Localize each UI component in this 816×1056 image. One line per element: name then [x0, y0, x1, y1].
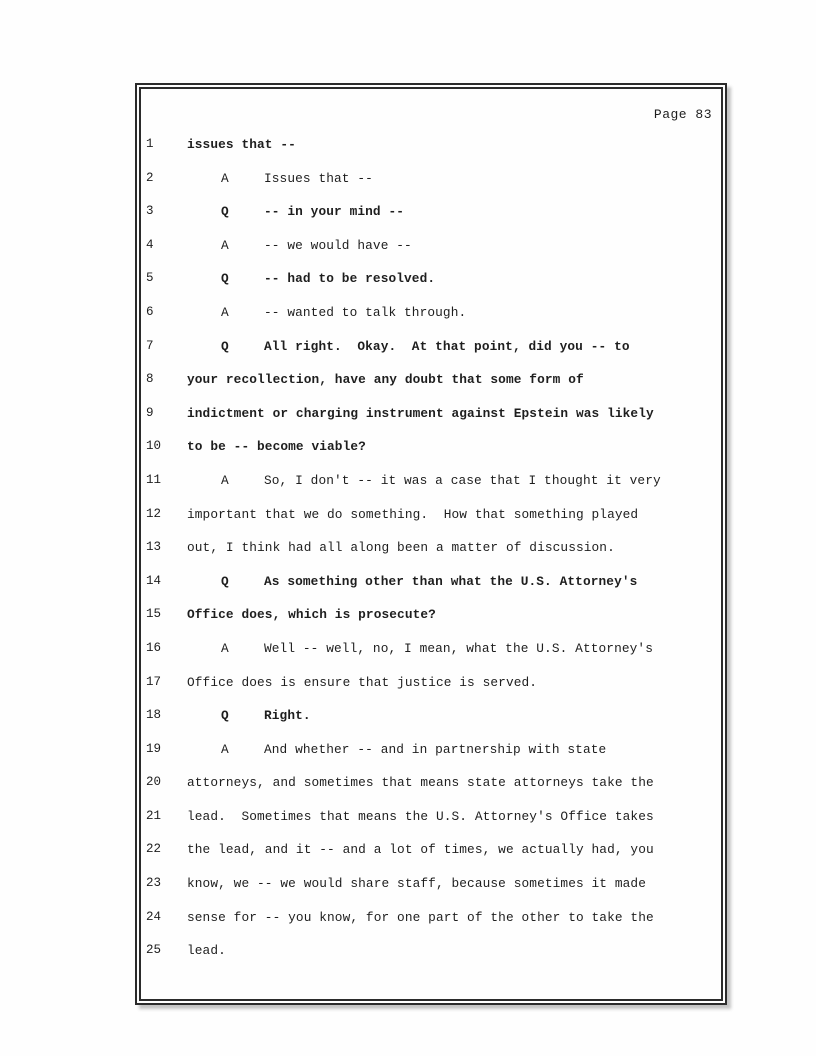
line-number: 19: [146, 741, 162, 756]
line-text: [187, 262, 435, 296]
line-number: 3: [146, 204, 154, 219]
transcript-line: [146, 666, 712, 700]
line-words: Right.: [264, 708, 311, 724]
transcript-line: [146, 498, 712, 532]
transcript-line: [146, 363, 712, 397]
line-number: 6: [146, 304, 154, 319]
page-frame: [135, 83, 727, 1005]
line-text: [187, 833, 654, 867]
line-number: 2: [146, 170, 154, 185]
transcript-line: [146, 565, 712, 599]
line-words: Issues that --: [264, 170, 373, 186]
line-text: [187, 800, 654, 834]
line-number: 25: [146, 943, 162, 958]
speaker-label: A: [221, 472, 229, 488]
page-content: [141, 89, 721, 968]
speaker-label: Q: [221, 338, 229, 354]
line-words: All right. Okay. At that point, did you -- to: [264, 338, 630, 354]
speaker-label: Q: [221, 204, 229, 220]
line-text: [187, 699, 311, 733]
speaker-label: Q: [221, 573, 229, 589]
line-words: -- wanted to talk through.: [264, 304, 467, 320]
line-text: [187, 229, 412, 263]
line-text: [187, 397, 654, 431]
line-text: [187, 531, 615, 565]
line-text: [187, 632, 653, 666]
line-words: As something other than what the U.S. Attorney's: [264, 573, 638, 589]
page-header: [146, 107, 712, 123]
transcript-line: [146, 464, 712, 498]
line-words: So, I don't -- it was a case that I thought it very: [264, 472, 661, 488]
transcript-line: [146, 833, 712, 867]
line-number: 13: [146, 540, 162, 555]
line-words: -- in your mind --: [264, 204, 405, 220]
line-words: know, we -- we would share staff, because sometimes it made: [187, 876, 646, 892]
line-words: issues that --: [187, 137, 296, 152]
transcript-line: [146, 262, 712, 296]
line-number: 11: [146, 472, 162, 487]
speaker-label: A: [221, 741, 229, 757]
line-text: [187, 733, 606, 767]
line-number: 14: [146, 573, 162, 588]
transcript-line: [146, 934, 712, 968]
speaker-label: A: [221, 237, 229, 253]
line-number: 8: [146, 372, 154, 387]
line-number: 18: [146, 708, 162, 723]
transcript-line: [146, 296, 712, 330]
line-text: [187, 934, 226, 968]
transcript-line: [146, 397, 712, 431]
line-words: sense for -- you know, for one part of the other to take the: [187, 909, 654, 925]
line-number: 10: [146, 439, 162, 454]
line-text: [187, 867, 646, 901]
line-words: Well -- well, no, I mean, what the U.S. Attorney's: [264, 640, 653, 656]
line-text: [187, 498, 638, 532]
line-text: [187, 598, 436, 632]
line-words: Office does, which is prosecute?: [187, 607, 436, 623]
line-number: 12: [146, 506, 162, 521]
line-number: 4: [146, 237, 154, 252]
line-number: 17: [146, 674, 162, 689]
transcript-line: [146, 632, 712, 666]
line-words: lead. Sometimes that means the U.S. Attorney's Office takes: [187, 808, 654, 824]
page-frame-inner: [139, 87, 723, 1001]
line-text: [187, 430, 366, 464]
line-text: [187, 363, 584, 397]
speaker-label: Q: [221, 708, 229, 724]
line-number: 20: [146, 775, 162, 790]
line-words: indictment or charging instrument against Epstein was likely: [187, 405, 654, 421]
speaker-label: Q: [221, 271, 229, 287]
line-text: [187, 666, 537, 700]
line-number: 23: [146, 876, 162, 891]
line-text: [187, 195, 404, 229]
line-number: 15: [146, 607, 162, 622]
line-words: the lead, and it -- and a lot of times, we actually had, you: [187, 842, 654, 858]
transcript-body: [146, 128, 712, 968]
transcript-line: [146, 733, 712, 767]
line-number: 22: [146, 842, 162, 857]
line-words: to be -- become viable?: [187, 439, 366, 455]
line-text: [187, 296, 466, 330]
transcript-line: [146, 531, 712, 565]
transcript-line: [146, 162, 712, 196]
line-text: [187, 766, 654, 800]
line-words: attorneys, and sometimes that means state attorneys take the: [187, 775, 654, 791]
line-number: 7: [146, 338, 154, 353]
line-text: [187, 330, 630, 364]
transcript-line: [146, 330, 712, 364]
speaker-label: A: [221, 304, 229, 320]
line-number: 5: [146, 271, 154, 286]
line-text: [187, 565, 637, 599]
line-text: [187, 128, 296, 162]
line-number: 24: [146, 909, 162, 924]
page-number: Page 83: [653, 107, 712, 122]
line-words: -- we would have --: [264, 237, 412, 253]
transcript-line: [146, 766, 712, 800]
transcript-line: [146, 598, 712, 632]
speaker-label: A: [221, 640, 229, 656]
line-number: 16: [146, 640, 162, 655]
line-words: important that we do something. How that something played: [187, 506, 639, 522]
line-text: [187, 464, 661, 498]
transcript-line: [146, 229, 712, 263]
transcript-line: [146, 195, 712, 229]
line-words: -- had to be resolved.: [264, 271, 436, 287]
line-words: out, I think had all along been a matter of discussion.: [187, 540, 615, 556]
line-words: your recollection, have any doubt that some form of: [187, 372, 584, 388]
line-number: 1: [146, 137, 154, 151]
line-words: lead.: [187, 943, 226, 959]
line-text: [187, 162, 373, 196]
transcript-line: [146, 867, 712, 901]
line-words: And whether -- and in partnership with state: [264, 741, 607, 757]
speaker-label: A: [221, 170, 229, 186]
transcript-line: [146, 128, 712, 162]
transcript-line: [146, 901, 712, 935]
line-words: Office does is ensure that justice is served.: [187, 674, 538, 690]
line-text: [187, 901, 654, 935]
transcript-line: [146, 800, 712, 834]
transcript-line: [146, 430, 712, 464]
line-number: 9: [146, 405, 154, 420]
transcript-line: [146, 699, 712, 733]
line-number: 21: [146, 808, 162, 823]
